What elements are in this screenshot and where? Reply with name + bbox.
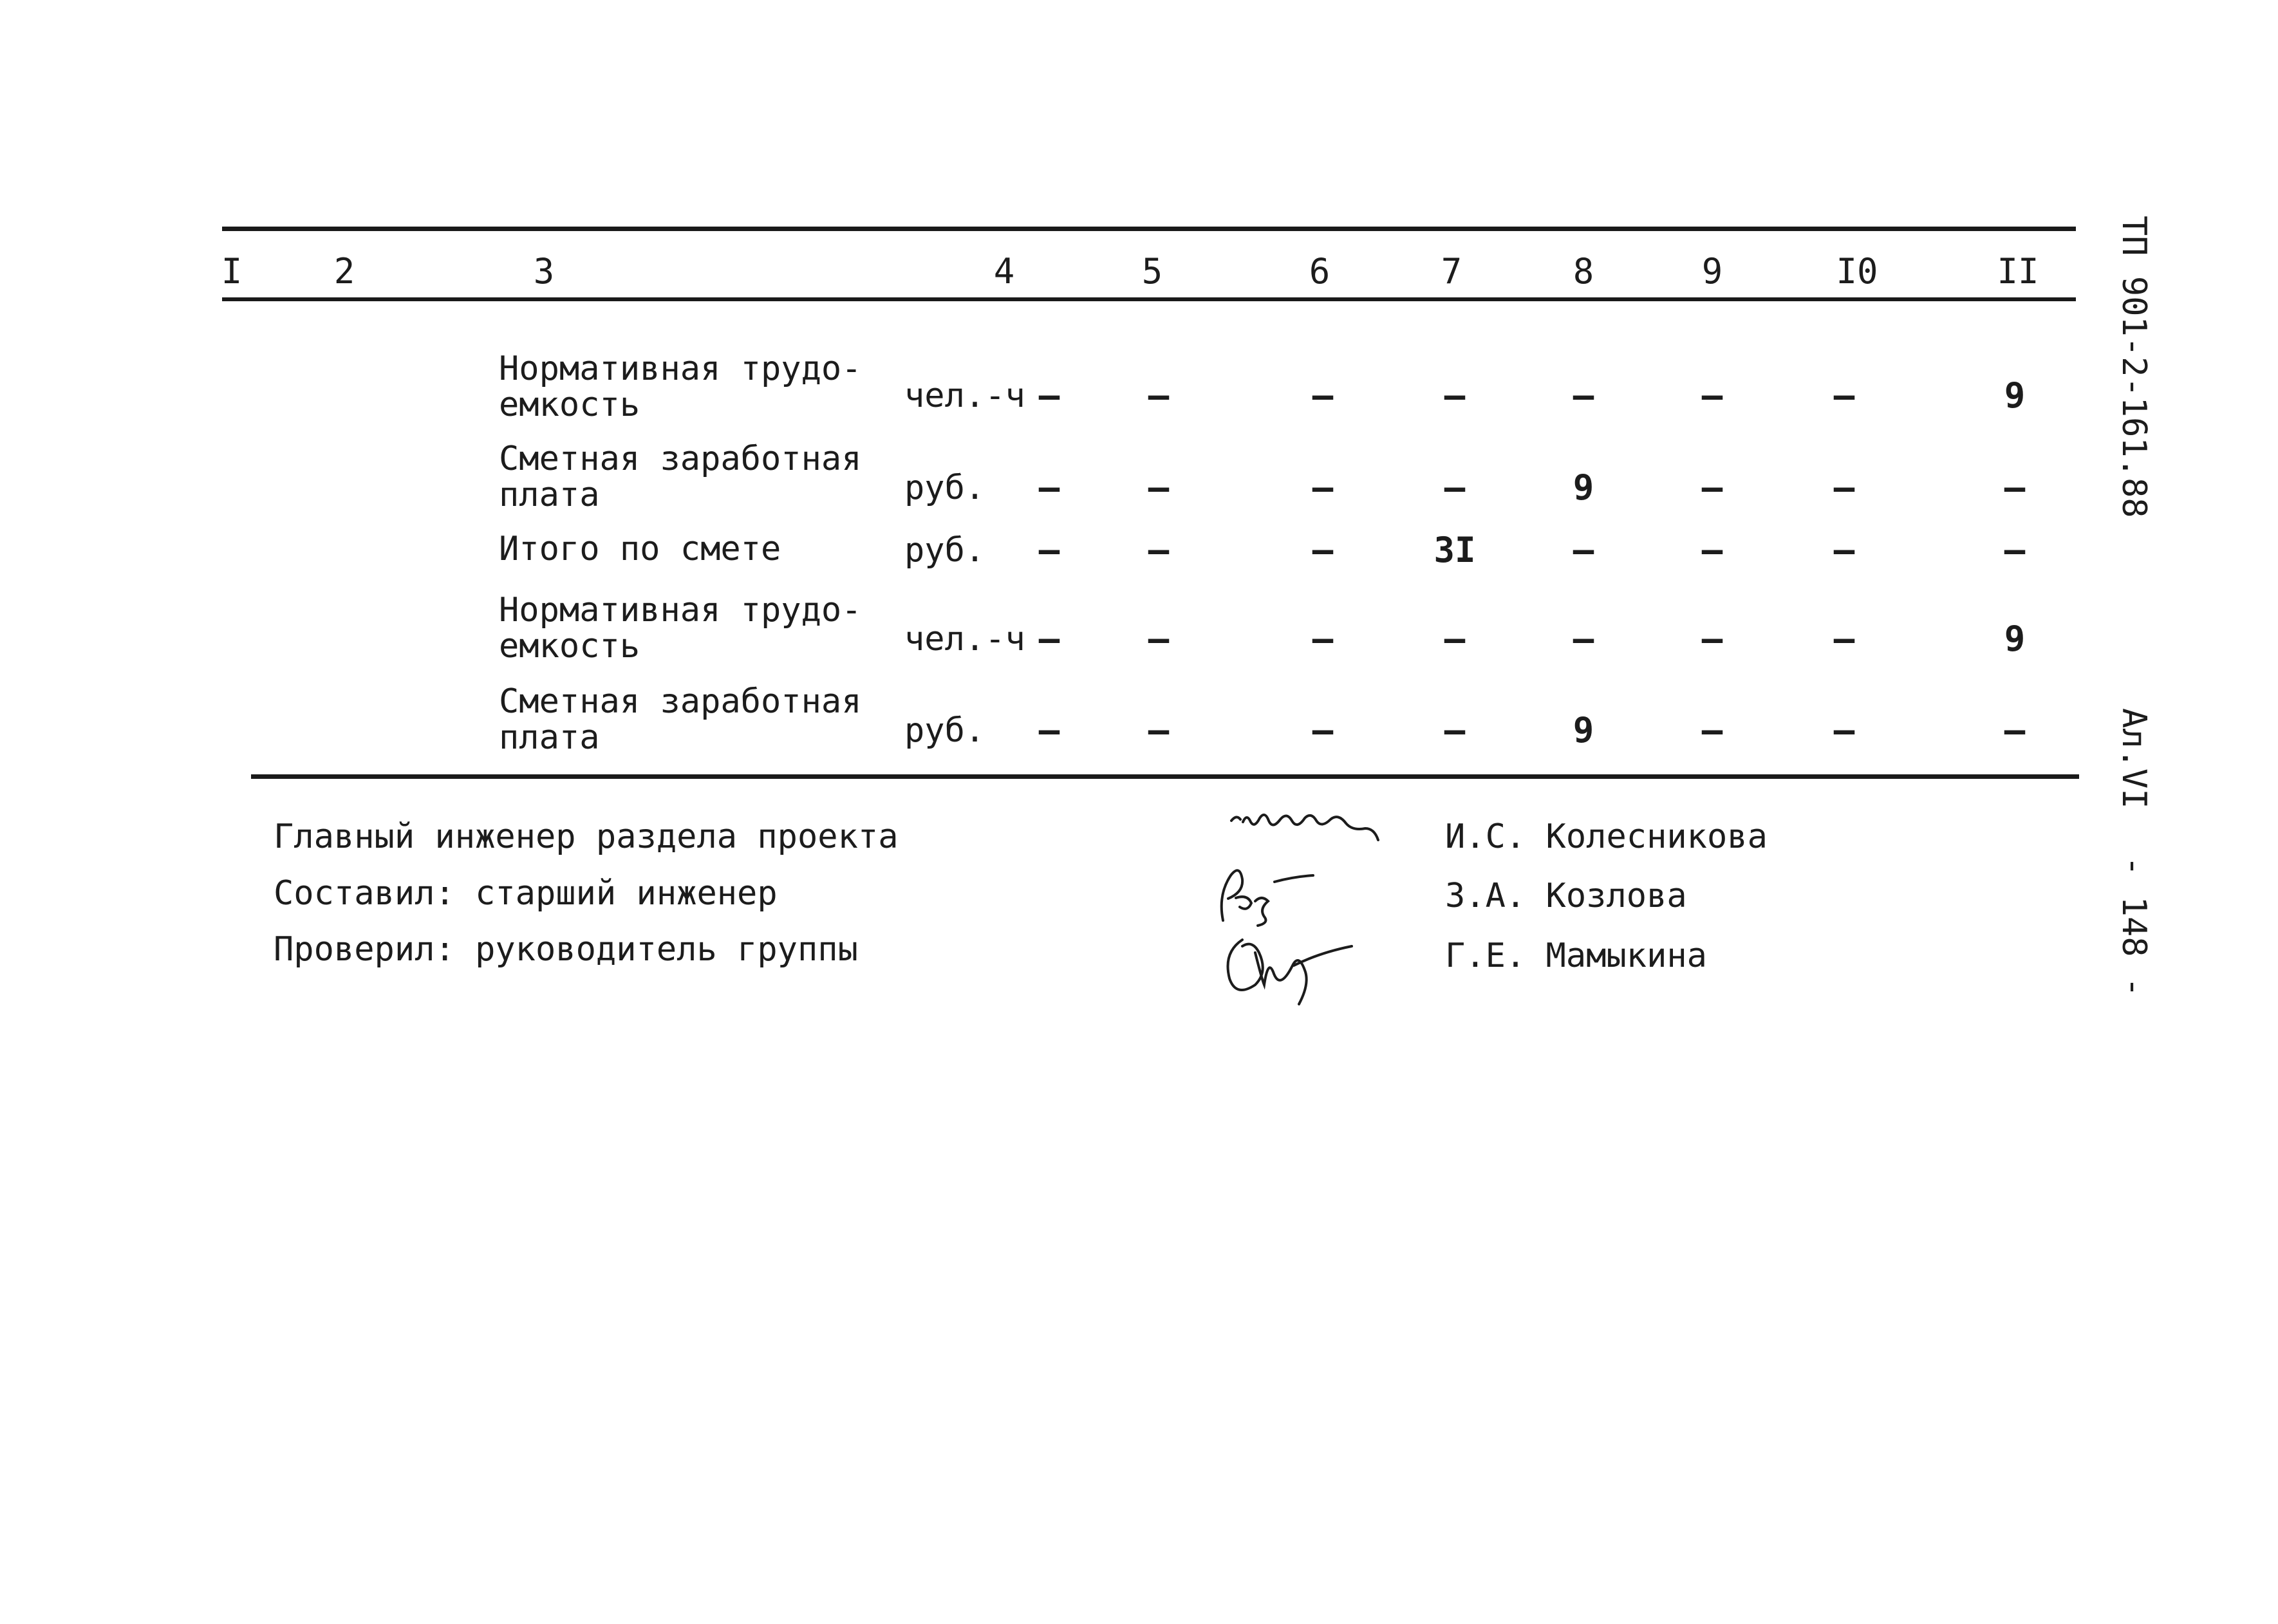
signer-name: И.С. Колесникова (1445, 817, 1768, 856)
value-col-9: – (1701, 710, 1723, 751)
header-col-9: 9 (1701, 251, 1723, 292)
value-col-4: – (1038, 619, 1060, 659)
header-col-2: 2 (333, 251, 355, 292)
album-number: Ал.VI (2115, 708, 2153, 809)
header-col-4: 4 (993, 251, 1015, 292)
value-col-7: – (1444, 467, 1466, 508)
value-col-8: 9 (1573, 710, 1594, 751)
table-bottom-rule (251, 774, 2079, 779)
value-col-5: – (1148, 710, 1170, 751)
signer-name: Г.Е. Мамыкина (1445, 937, 1707, 975)
header-bottom-rule (222, 297, 2076, 301)
value-col-9: – (1701, 467, 1723, 508)
row-unit: чел.-ч (904, 620, 1025, 658)
value-col-6: – (1312, 467, 1334, 508)
row-description: Сметная заработная плата (499, 682, 862, 757)
handwritten-signature (1217, 927, 1371, 1017)
row-description: Сметная заработная плата (499, 440, 862, 514)
row-description: Итого по смете (499, 530, 781, 568)
value-col-6: – (1312, 530, 1334, 570)
value-col-7: – (1444, 619, 1466, 659)
value-col-11: 9 (2004, 619, 2026, 659)
header-col-11: II (1997, 251, 2039, 292)
row-unit: чел.-ч (904, 377, 1025, 415)
header-col-10: I0 (1836, 251, 1878, 292)
value-col-5: – (1148, 530, 1170, 570)
project-code: ТП 901-2-161.88 (2115, 216, 2153, 518)
header-col-7: 7 (1441, 251, 1462, 292)
value-col-11: – (2004, 530, 2026, 570)
value-col-4: – (1038, 467, 1060, 508)
row-unit: руб. (904, 711, 985, 750)
value-col-8: – (1573, 619, 1594, 659)
value-col-9: – (1701, 530, 1723, 570)
value-col-10: – (1833, 710, 1855, 751)
signer-role: Составил: старший инженер (274, 874, 778, 913)
value-col-4: – (1038, 710, 1060, 751)
value-col-8: 9 (1573, 467, 1594, 508)
value-col-11: – (2004, 467, 2026, 508)
signer-role: Проверил: руководитель группы (274, 930, 858, 969)
value-col-4: – (1038, 375, 1060, 416)
value-col-4: – (1038, 530, 1060, 570)
value-col-6: – (1312, 375, 1334, 416)
page-number: - 148 - (2115, 856, 2153, 998)
row-unit: руб. (904, 469, 985, 507)
value-col-6: – (1312, 619, 1334, 659)
value-col-8: – (1573, 375, 1594, 416)
header-col-8: 8 (1573, 251, 1594, 292)
signer-role: Главный инженер раздела проекта (274, 817, 899, 856)
value-col-10: – (1833, 619, 1855, 659)
header-col-1: I (221, 251, 243, 292)
value-col-10: – (1833, 467, 1855, 508)
header-top-rule (222, 227, 2076, 231)
value-col-7: – (1444, 375, 1466, 416)
handwritten-signature (1210, 863, 1339, 927)
value-col-10: – (1833, 530, 1855, 570)
value-col-8: – (1573, 530, 1594, 570)
value-col-11: 9 (2004, 375, 2026, 416)
row-description: Нормативная трудо- емкость (499, 350, 862, 424)
header-col-5: 5 (1141, 251, 1163, 292)
signer-name: З.А. Козлова (1445, 877, 1687, 915)
value-col-9: – (1701, 375, 1723, 416)
value-col-10: – (1833, 375, 1855, 416)
value-col-7: – (1444, 710, 1466, 751)
row-description: Нормативная трудо- емкость (499, 591, 862, 666)
header-col-3: 3 (533, 251, 555, 292)
value-col-5: – (1148, 467, 1170, 508)
header-col-6: 6 (1309, 251, 1330, 292)
value-col-6: – (1312, 710, 1334, 751)
value-col-11: – (2004, 710, 2026, 751)
value-col-5: – (1148, 375, 1170, 416)
row-unit: руб. (904, 531, 985, 570)
value-col-7: 3I (1433, 530, 1476, 570)
handwritten-signature (1226, 801, 1394, 859)
value-col-5: – (1148, 619, 1170, 659)
value-col-9: – (1701, 619, 1723, 659)
